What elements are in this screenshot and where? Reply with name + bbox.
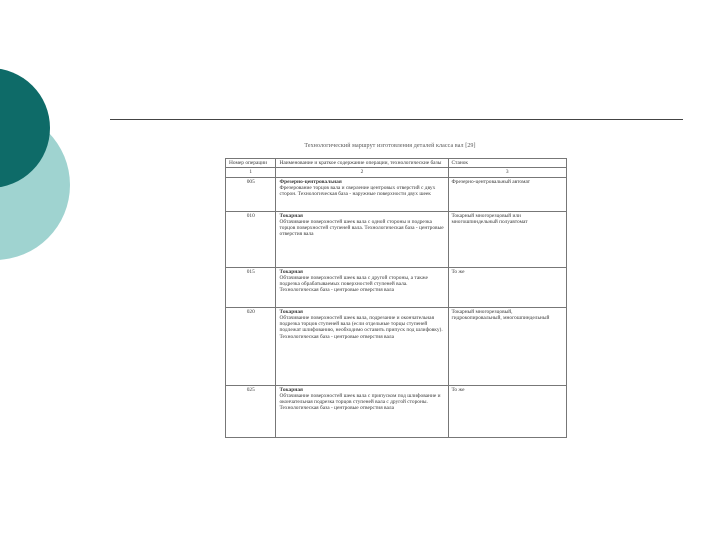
- header-row: [226, 159, 567, 168]
- operation-description: [276, 177, 448, 211]
- operation-name: Токарная: [279, 308, 303, 315]
- horizontal-rule: [110, 119, 683, 120]
- operation-description: [276, 307, 448, 385]
- machine-cell: Токарный многорезцовый, гидрокопировальный, многошпиндельный: [448, 307, 567, 385]
- operation-number: 015: [226, 267, 276, 307]
- table-row: [226, 177, 567, 211]
- machine-cell: Токарный многорезцовый или многошпиндельный полуавтомат: [448, 211, 567, 267]
- table-row: [226, 267, 567, 307]
- operation-content: Фрезерование торцов вала и сверление центровых отверстий с двух сторон. Технологическая база - наружные поверхности двух шеек: [279, 184, 436, 198]
- column-number: 3: [448, 168, 567, 177]
- header-machine: Станок: [448, 159, 567, 168]
- operation-name: Фрезерно-центровальная: [279, 178, 342, 185]
- table-row: [226, 385, 567, 437]
- route-table: [225, 158, 567, 438]
- operation-content: Обтачивание поверхностей шеек вала с другой стороны, а также подрезка обрабатываемых поверхностей ступеней вала. Технологическая база - центровые отверстия вала: [279, 274, 428, 294]
- header-operation-number: Номер операции: [226, 159, 276, 168]
- operation-content: Обтачивание поверхностей шеек вала, подрезание и окончательная подрезка торцов ступеней вала (если отдельные торцы ступеней подлежат шлифованию, необходимо оставить припуск под шлифовку). Технологическая база - центровые отверстия вала: [279, 314, 443, 340]
- table-caption: Технологический маршрут изготовления деталей класса вал [29]: [304, 143, 476, 149]
- operation-number: 010: [226, 211, 276, 267]
- operation-number: 005: [226, 177, 276, 211]
- operation-name: Токарная: [279, 386, 303, 393]
- column-number-row: [226, 168, 567, 177]
- decorative-circles: [0, 0, 120, 300]
- operation-name: Токарная: [279, 212, 303, 219]
- operation-description: [276, 211, 448, 267]
- operation-number: 025: [226, 385, 276, 437]
- column-number: 2: [276, 168, 448, 177]
- machine-cell: То же: [448, 267, 567, 307]
- machine-cell: Фрезерно-центровальный автомат: [448, 177, 567, 211]
- column-number: 1: [226, 168, 276, 177]
- machine-cell: То же: [448, 385, 567, 437]
- operation-description: [276, 385, 448, 437]
- header-operation-content: Наименование и краткое содержание операции, технологические базы: [276, 159, 448, 168]
- operation-description: [276, 267, 448, 307]
- table-row: [226, 307, 567, 385]
- operation-name: Токарная: [279, 268, 303, 275]
- table-row: [226, 211, 567, 267]
- operation-content: Обтачивание поверхностей шеек вала с одной стороны и подрезка торцов поверхностей ступеней вала. Технологическая база - центровые отверстия вала: [279, 218, 444, 238]
- operation-number: 020: [226, 307, 276, 385]
- operation-content: Обтачивание поверхностей шеек вала с припуском под шлифование и окончательная подрезка торцов ступеней вала с другой стороны. Технологическая база - центровые отверстия вала: [279, 392, 441, 412]
